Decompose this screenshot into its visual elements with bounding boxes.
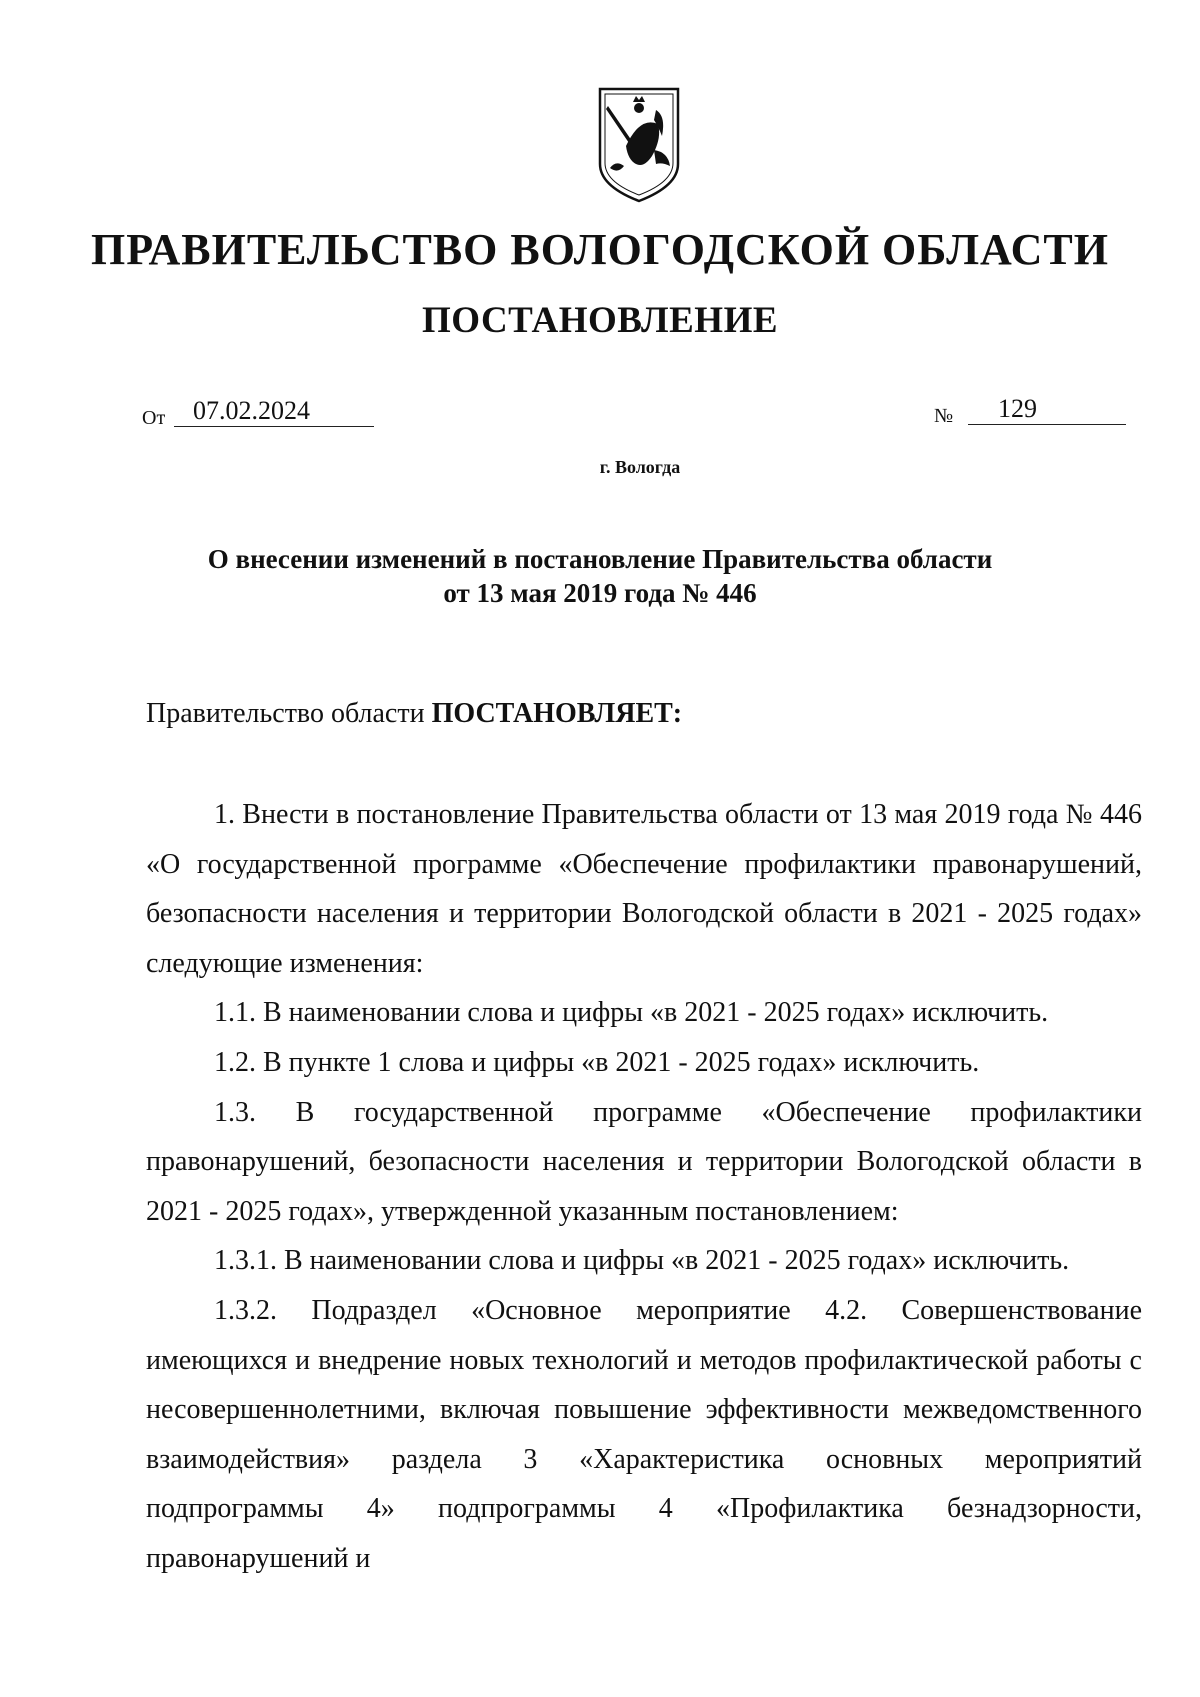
preamble [146,697,682,731]
date-label: От [142,407,166,429]
paragraph-1-2: 1.2. В пункте 1 слова и цифры «в 2021 - 2025 годах» исключить. [214,1046,980,1078]
number-underline [968,424,1126,425]
paragraph-1: 1. Внести в постановление Правительства области от 13 мая 2019 года № 446 «О государственной программе «Обеспечение профилактики правонарушений, безопасности населения и территории Вологодской области в 2021 - 2025 годах» следующие изменения: [146,799,1142,979]
city-label: г. Вологда [599,457,681,477]
document-subject [0,542,1200,610]
paragraph-1-3-1: 1.3.1. В наименовании слова и цифры «в 2021 - 2025 годах» исключить. [214,1245,1070,1277]
number-label: № [934,405,954,427]
preamble-text: Правительство области [146,698,432,729]
document-type-title: ПОСТАНОВЛЕНИЕ [421,300,779,341]
coat-of-arms-icon [596,86,682,204]
paragraph-1-3: 1.3. В государственной программе «Обеспечение профилактики правонарушений, безопасности населения и территории Вологодской области в 2021 - 2025 годах», утвержденной указанным постановлением: [146,1096,1142,1227]
date-underline [174,426,374,427]
paragraph-1-3-2: 1.3.2. Подраздел «Основное мероприятие 4.2. Совершенствование имеющихся и внедрение новых технологий и методов профилактической работы с несовершеннолетними, включая повышение эффективности межведомственного взаимодействия» раздела 3 «Характеристика основных мероприятий подпрограммы 4» подпрограммы 4 «Профилактика безнадзорности, правонарушений и [146,1294,1142,1574]
subject-line-1: О внесении изменений в постановление Правительства области [207,544,993,574]
date-value: 07.02.2024 [193,396,310,425]
number-value: 129 [998,394,1037,423]
subject-line-2: от 13 мая 2019 года № 446 [443,578,757,608]
preamble-emphasis: ПОСТАНОВЛЯЕТ: [431,698,683,729]
organization-title: ПРАВИТЕЛЬСТВО ВОЛОГОДСКОЙ ОБЛАСТИ [91,225,1109,274]
paragraph-1-1: 1.1. В наименовании слова и цифры «в 2021 - 2025 годах» исключить. [214,997,1049,1029]
document-body [146,790,1142,1584]
